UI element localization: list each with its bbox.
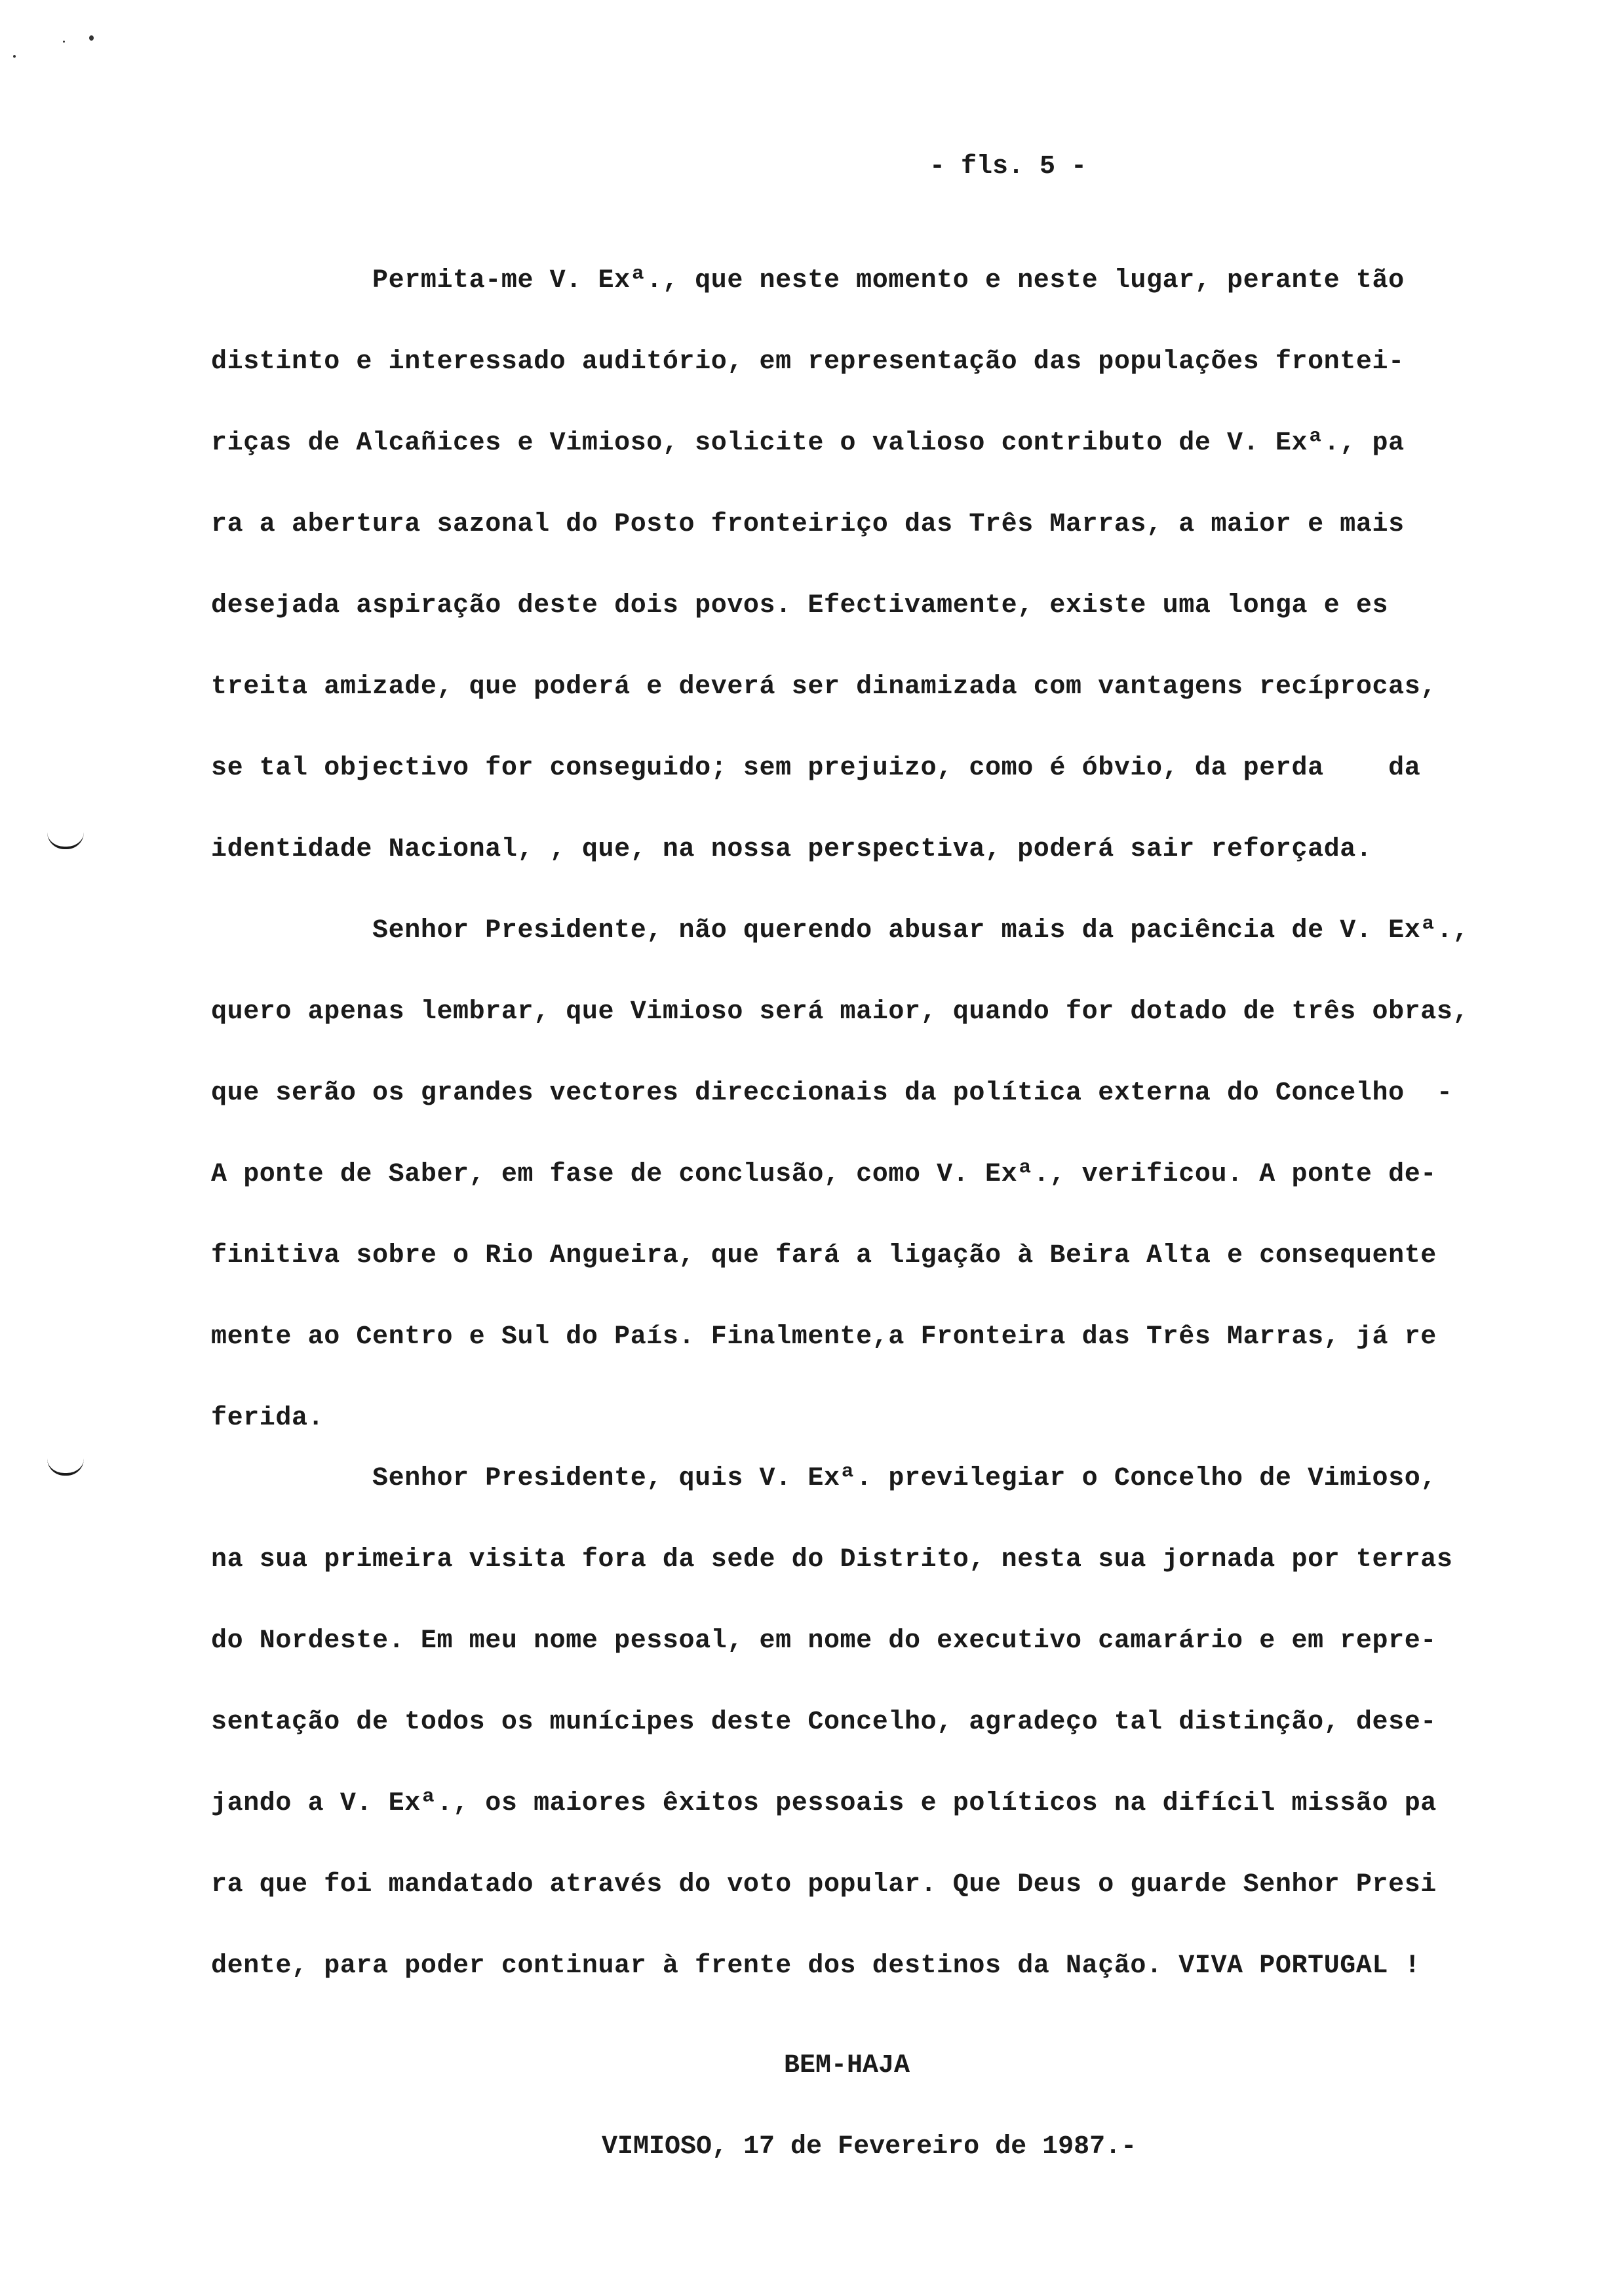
- place-and-date: VIMIOSO, 17 de Fevereiro de 1987.-: [602, 2132, 1137, 2162]
- text-line: identidade Nacional, , que, na nossa perspectiva, poderá sair reforçada.: [211, 835, 1372, 864]
- text-line: do Nordeste. Em meu nome pessoal, em nome do executivo camarário e em repre-: [211, 1626, 1437, 1656]
- text-line: distinto e interessado auditório, em representação das populações frontei-: [211, 347, 1405, 377]
- text-line: na sua primeira visita fora da sede do Distrito, nesta sua jornada por terras: [211, 1545, 1453, 1575]
- text-line: jando a V. Exª., os maiores êxitos pessoais e políticos na difícil missão pa: [211, 1789, 1437, 1818]
- text-line: dente, para poder continuar à frente dos destinos da Nação. VIVA PORTUGAL !: [211, 1951, 1421, 1981]
- text-line: ra a abertura sazonal do Posto fronteiriço das Três Marras, a maior e mais: [211, 510, 1405, 539]
- scan-speck: [89, 35, 94, 41]
- text-line: mente ao Centro e Sul do País. Finalmente,a Fronteira das Três Marras, já re: [211, 1322, 1437, 1352]
- text-line: Senhor Presidente, quis V. Exª. previlegiar o Concelho de Vimioso,: [211, 1464, 1437, 1493]
- text-line: finitiva sobre o Rio Angueira, que fará a ligação à Beira Alta e consequente: [211, 1241, 1437, 1271]
- margin-punch-mark: [47, 832, 84, 849]
- text-line: treita amizade, que poderá e deverá ser dinamizada com vantagens recíprocas,: [211, 672, 1437, 702]
- margin-punch-mark: [47, 1459, 84, 1476]
- text-line: Permita-me V. Exª., que neste momento e neste lugar, perante tão: [211, 266, 1405, 296]
- text-line: ra que foi mandatado através do voto popular. Que Deus o guarde Senhor Presi: [211, 1870, 1437, 1900]
- text-line: riças de Alcañices e Vimioso, solicite o valioso contributo de V. Exª., pa: [211, 429, 1405, 458]
- text-line: ferida.: [211, 1404, 324, 1433]
- page-number: - fls. 5 -: [929, 152, 1087, 182]
- text-line: A ponte de Saber, em fase de conclusão, como V. Exª., verificou. A ponte de-: [211, 1160, 1437, 1189]
- text-line: sentação de todos os munícipes deste Concelho, agradeço tal distinção, dese-: [211, 1708, 1437, 1737]
- closing-salutation: BEM-HAJA: [784, 2051, 910, 2080]
- text-line: desejada aspiração deste dois povos. Efectivamente, existe uma longa e es: [211, 591, 1389, 621]
- scan-speck: [13, 55, 16, 58]
- text-line: se tal objectivo for conseguido; sem prejuizo, como é óbvio, da perda da: [211, 754, 1421, 783]
- text-line: que serão os grandes vectores direccionais da política externa do Concelho -: [211, 1079, 1453, 1108]
- text-line: Senhor Presidente, não querendo abusar mais da paciência de V. Exª.,: [211, 916, 1469, 946]
- text-line: quero apenas lembrar, que Vimioso será maior, quando for dotado de três obras,: [211, 997, 1469, 1027]
- scan-speck: [63, 41, 65, 43]
